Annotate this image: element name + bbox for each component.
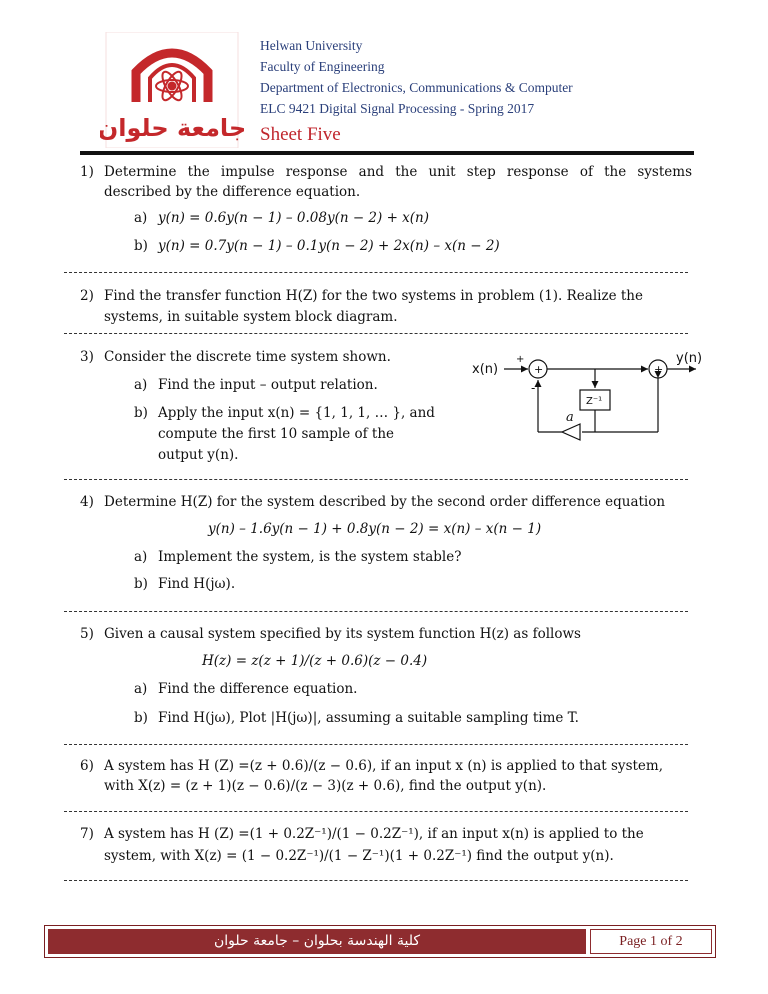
q3-part-b-label: b) xyxy=(134,405,148,421)
block-diagram xyxy=(470,344,710,454)
university-name: Helwan University xyxy=(260,38,363,53)
q1-part-a-equation: y(n) = 0.6y(n − 1) – 0.08y(n − 2) + x(n) xyxy=(158,210,430,226)
gain-block xyxy=(562,424,580,440)
q6-line2: with X(z) = (z + 1)(z − 0.6)/(z − 3)(z + 0.6), find the output y(n). xyxy=(104,778,547,794)
q1-number: 1) xyxy=(80,164,94,180)
q3-line1: Consider the discrete time system shown. xyxy=(104,349,391,365)
separator xyxy=(64,333,688,334)
separator xyxy=(64,811,688,812)
q4-part-b-text: Find H(jω). xyxy=(158,576,236,592)
footer xyxy=(44,925,716,958)
q7-number: 7) xyxy=(80,826,94,842)
q7-line2: system, with X(z) = (1 − 0.2Z⁻¹)/(1 − Z⁻¹)(1 + 0.2Z⁻¹) find the output y(n). xyxy=(104,848,614,864)
separator xyxy=(64,611,688,612)
q1-line1: Determine the impulse response and the unit step response of the systems xyxy=(104,164,692,180)
q1-part-b-equation: y(n) = 0.7y(n − 1) – 0.1y(n − 2) + 2x(n) – x(n − 2) xyxy=(158,238,500,254)
diagram-output-label: y(n) xyxy=(676,351,703,366)
svg-text:+: + xyxy=(654,363,664,376)
separator xyxy=(64,880,688,881)
q1-line2: described by the difference equation. xyxy=(104,184,361,200)
department-name: Department of Electronics, Communications & Computer xyxy=(260,80,573,95)
q3-number: 3) xyxy=(80,349,94,365)
logo-wordmark: جامعة حلوان xyxy=(100,114,244,142)
diagram-input-label: x(n) xyxy=(472,362,499,377)
q1-part-b-label: b) xyxy=(134,238,148,254)
q2-line1: Find the transfer function H(Z) for the two systems in problem (1). Realize the xyxy=(104,288,643,304)
q5-equation: H(z) = z(z + 1)/(z + 0.6)(z − 0.4) xyxy=(202,653,428,669)
header-rule xyxy=(80,151,694,155)
separator xyxy=(64,272,688,273)
svg-text:+: + xyxy=(534,363,544,376)
q4-part-b-label: b) xyxy=(134,576,148,592)
q4-line1: Determine H(Z) for the system described by the second order difference equation xyxy=(104,494,666,510)
q5-part-a-label: a) xyxy=(134,681,148,697)
diagram-plus-1: + xyxy=(516,354,525,365)
q3-part-b-line3: output y(n). xyxy=(158,447,239,463)
footer-faculty-text: كلية الهندسة بحلوان – جامعة حلوان xyxy=(48,929,586,954)
q3-part-a-text: Find the input – output relation. xyxy=(158,377,378,393)
q2-line2: systems, in suitable system block diagram. xyxy=(104,309,398,325)
separator xyxy=(64,479,688,480)
delay-label: Z⁻¹ xyxy=(586,396,603,407)
separator xyxy=(64,744,688,745)
q3-part-b-line2: compute the first 10 sample of the xyxy=(158,426,395,442)
q2-number: 2) xyxy=(80,288,94,304)
q5-number: 5) xyxy=(80,626,94,642)
q3-part-b-line1: Apply the input x(n) = {1, 1, 1, … }, and xyxy=(158,405,435,421)
q7-line1: A system has H (Z) =(1 + 0.2Z⁻¹)/(1 − 0.2Z⁻¹), if an input x(n) is applied to the xyxy=(104,826,644,842)
q3-part-a-label: a) xyxy=(134,377,148,393)
q4-part-a-label: a) xyxy=(134,549,148,565)
diagram-minus: - xyxy=(531,381,536,395)
q5-part-a-text: Find the difference equation. xyxy=(158,681,358,697)
gain-label: a xyxy=(566,410,574,425)
faculty-name: Faculty of Engineering xyxy=(260,59,385,74)
q5-part-b-text: Find H(jω), Plot |H(jω)|, assuming a suitable sampling time T. xyxy=(158,710,579,726)
q5-line1: Given a causal system specified by its system function H(z) as follows xyxy=(104,626,581,642)
page-number: Page 1 of 2 xyxy=(590,929,712,954)
q6-line1: A system has H (Z) =(z + 0.6)/(z − 0.6), if an input x (n) is applied to that system, xyxy=(104,758,663,774)
q4-part-a-text: Implement the system, is the system stable? xyxy=(158,549,462,565)
course-title: ELC 9421 Digital Signal Processing - Spring 2017 xyxy=(260,101,535,116)
university-logo xyxy=(100,32,244,148)
q5-part-b-label: b) xyxy=(134,710,148,726)
sheet-title: Sheet Five xyxy=(260,124,341,145)
q6-number: 6) xyxy=(80,758,94,774)
q4-equation: y(n) – 1.6y(n − 1) + 0.8y(n − 2) = x(n) – x(n − 1) xyxy=(208,521,542,537)
q1-part-a-label: a) xyxy=(134,210,148,226)
q4-number: 4) xyxy=(80,494,94,510)
